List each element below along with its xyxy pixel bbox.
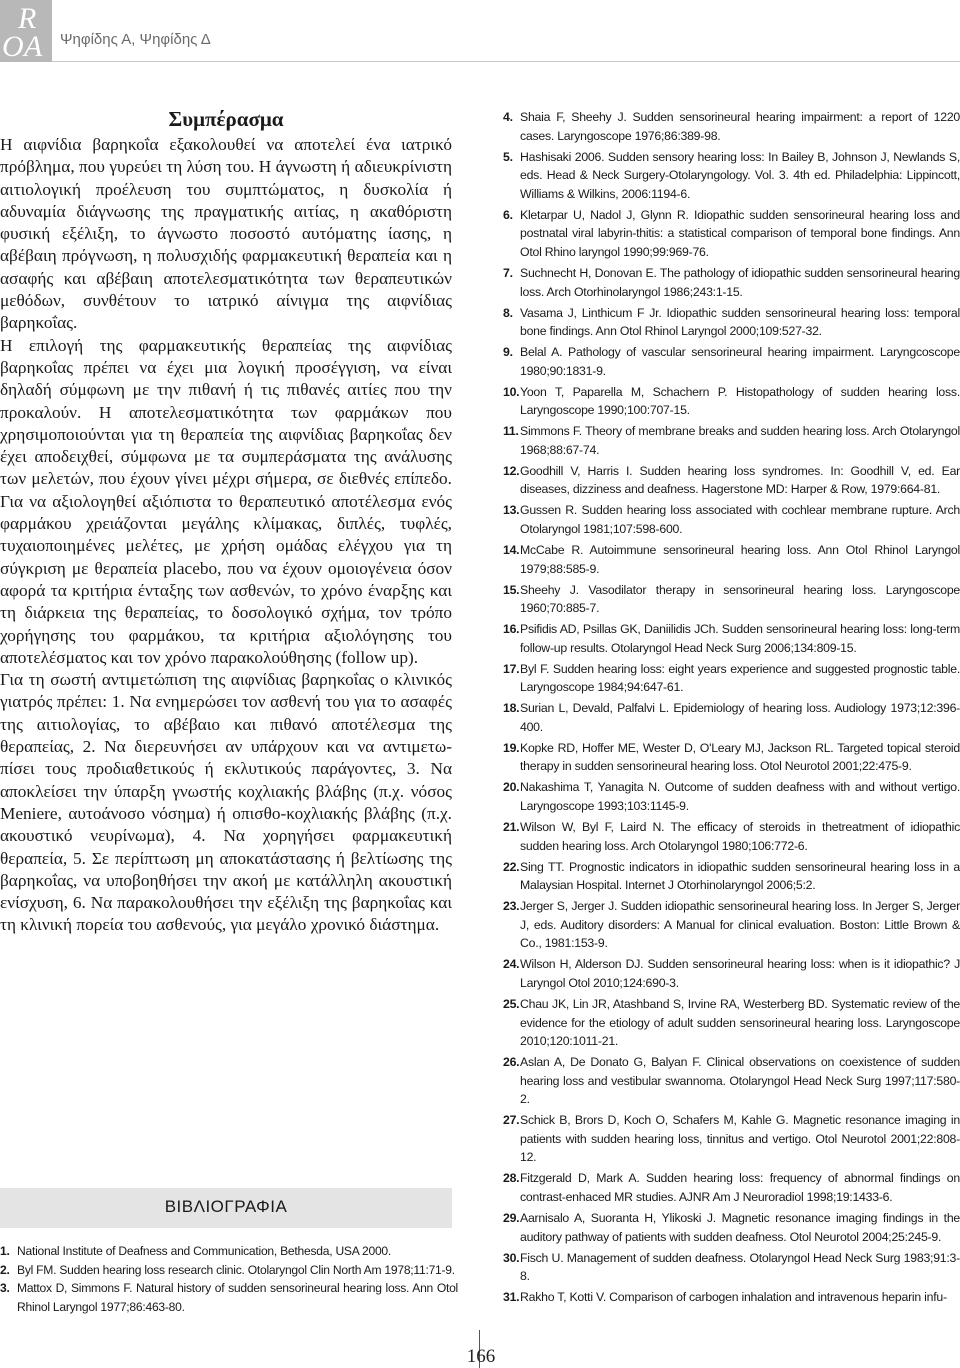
reference-item: 2. Byl FM. Sudden hearing loss research clinic. Otolaryngol Clin North Am 1978;11:71-9. bbox=[0, 1262, 455, 1277]
reference-item: 5. Hashisaki 2006. Sudden sensory hearing loss: In Bailey B, Johnson J, Newlands S, eds. Head & Neck Surgery-Otolaryngology. Vol. 3. 4th ed. Philadelphia: Lippincott, Williams & Wilkins, 2006:1194-6. bbox=[503, 149, 960, 201]
reference-item: 19.Kopke RD, Hoffer ME, Wester D, O'Leary MJ, Jackson RL. Targeted topical steroid therapy in sudden sensorineural hearing loss. Otol Neurotol 2001;22:475-9. bbox=[503, 740, 960, 774]
reference-item: 4. Shaia F, Sheehy J. Sudden sensorineural hearing impairment: a report of 1220 cases. Laryngoscope 1976;86:389-98. bbox=[503, 110, 960, 143]
svg-text:R: R bbox=[18, 2, 37, 35]
reference-item: 12.Goodhill V, Harris I. Sudden hearing loss syndromes. In: Goodhill V, ed. Ear diseases, dizziness and deafness. Hagerstone MD: Harper & Row, 1979:664-81. bbox=[503, 463, 960, 497]
reference-item: 13.Gussen R. Sudden hearing loss associated with cochlear membrane rupture. Arch Otolaryngol 1981;107:598-600. bbox=[503, 503, 960, 536]
reference-item: 20.Nakashima T, Yanagita N. Outcome of sudden deafness with and without vertigo. Laryngoscope 1993;103:1145-9. bbox=[503, 780, 960, 814]
reference-item: 30.Fisch U. Management of sudden deafness. Otolaryngol Head Neck Surg 1983;91:3-8. bbox=[503, 1250, 960, 1284]
reference-item: 28.Fitzgerald D, Mark A. Sudden hearing loss: frequency of abnormal findings on contrast-enhaced MR studies. AJNR Am J Neuroradiol 1998;19:1433-6. bbox=[503, 1171, 960, 1205]
reference-item: 9. Belal A. Pathology of vascular sensorineural hearing impairment. Laryngcoscope 1980;90:1831-9. bbox=[503, 345, 960, 378]
page-number: 166 bbox=[466, 1346, 496, 1367]
reference-item: 11.Simmons F. Theory of membrane breaks and sudden hearing loss. Arch Otolaryngol 1968;88:67-74. bbox=[503, 424, 960, 457]
reference-list-right bbox=[503, 108, 960, 1309]
section-title: Συμπέρασμα bbox=[168, 107, 284, 131]
reference-item: 31.Rakho T, Kotti V. Comparison of carbogen inhalation and intravenous heparin infu- bbox=[503, 1290, 947, 1305]
svg-text:O: O bbox=[2, 30, 24, 62]
bibliography-title: ΒΙΒΛΙΟΓΡΑΦΙΑ bbox=[164, 1197, 288, 1216]
reference-list-left bbox=[0, 1242, 458, 1316]
conclusion-paragraph-2: Η επιλογή της φαρμακευτικής θεραπείας της αιφνίδιας βαρηκοΐας πρέπει να έχει μια λογική προσέγγιση, να είναι δηλαδή σύμφωνη με την πιθανή ή τις πιθανές αιτίες που την προκαλούν. Η αποτελεσματικότητα των φαρμάκων που χρησιμοποιούνται για τη θεραπεία της αιφνίδιας βαρηκοΐας δεν έχει αποδειχθεί, σύμφωνα με τα συμπεράσματα της ανάλυσης των μελετών, που έχουν γίνει μέχρι σήμερα, σε διεθνές επίπεδο. Για να αξιολογηθεί αξιόπιστα το θεραπευτικό αποτέλεσμα ενός φαρμάκου χρειάζονται μεγάλης κλίμακας, διπλές, τυφλές, τυχαιοποιημένες μελέτες, με χρήση ομάδας ελέγχου για τη σύγκριση με θεραπεία placebo, που να έχουν ομοιογένεια όσον αφορά τα κριτήρια ένταξης των ασθενών, το χρόνο έναρξης και τη διάρκεια της θεραπείας, το δοσολογικό σχήμα, τον τρόπο χορήγησης του φαρμάκου, τα κριτήρια αξιολόγησης του αποτελέσματος και τον χρόνο παρακολούθησης (follow up). bbox=[0, 335, 452, 667]
reference-item: 16.Psifidis AD, Psillas GK, Daniilidis JCh. Sudden sensorineural hearing loss: long-term follow-up results. Otolaryngol Head Neck Surg 2006;134:809-15. bbox=[503, 622, 960, 655]
conclusion-paragraph-1: Η αιφνίδια βαρηκοΐα εξακολουθεί να αποτελεί ένα ιατρικό πρόβλημα, που γυρεύει τη λύση του. Η άγνωστη ή αδιευκρίνιστη αιτιολογική προέλευση του συμπτώματος, η δυσκολία ή αδυναμία διάγνωσης της πραγματικής αιτίας, η ακαθόριστη φυσική εξέλιξη, το άγνωστο ποσοστό αυτόματης ίασης, η αβέβαιη πρόγνωση, η πολυσχιδής φαρμακευτική θεραπεία και η ασαφής και αβέβαιη αποτελεσματικότητα των θεραπευτικών μεθόδων, συνθέτουν το ιατρικό αίνιγμα της αιφνίδιας βαρηκοΐας. bbox=[0, 135, 452, 333]
page-header bbox=[0, 0, 960, 72]
reference-item: 3. Mattox D, Simmons F. Natural history of sudden sensorineural hearing loss. Ann Otol Rhinol Laryngol 1977;86:463-80. bbox=[0, 1281, 458, 1314]
reference-item: 14.McCabe R. Autoimmune sensorineural hearing loss. Ann Otol Rhinol Laryngol 1979;88:585-9. bbox=[503, 542, 960, 576]
reference-item: 24.Wilson H, Alderson DJ. Sudden sensorineural hearing loss: when is it idiopathic? J Laryngol Otol 2010;124:690-3. bbox=[503, 957, 960, 990]
reference-item: 23.Jerger S, Jerger J. Sudden idiopathic sensorineural hearing loss. In Jerger S, Jerger J, eds. Auditory disorders: A Manual for clinical evaluation. Boston: Little Brown & Co., 1981:153-9. bbox=[503, 899, 960, 951]
reference-item: 6. Kletarpar U, Nadol J, Glynn R. Idiopathic sudden sensorineural hearing loss and postnatal viral labyrin-thitis: a statistical comparison of temporal bone findings. Ann Otol Rhino laryngol 1990;99:969-76. bbox=[503, 207, 960, 259]
conclusion-section bbox=[0, 108, 452, 937]
reference-item: 25.Chau JK, Lin JR, Atashband S, Irvine RA, Westerberg BD. Systematic review of the evidence for the etiology of adult sudden sensorineural hearing loss. Laryngoscope 2010;120:1011-21. bbox=[503, 996, 960, 1049]
reference-item: 22.Sing TT. Prognostic indicators in idiopathic sudden sensorineural hearing loss in a Malaysian Hospital. Internet J Otorhinolaryngol 2006;5:2. bbox=[503, 859, 960, 893]
svg-text:A: A bbox=[24, 30, 43, 62]
reference-item: 10.Yoon T, Paparella M, Schachern P. Histopathology of sudden hearing loss. Laryngoscope 1990;100:707-15. bbox=[503, 384, 960, 418]
conclusion-paragraph-3: Για τη σωστή αντιμετώπιση της αιφνίδιας βαρηκοΐας ο κλινικός γιατρός πρέπει: 1. Να ενημερώσει τον ασθενή του για το ασαφές της αιτιολογίας, το αβέβαιο και πιθανό αποτέλεσμα της θεραπείας, 2. Να διερευνήσει αν υπάρχουν και να αντιμετω-πίσει τους προδιαθετικούς ή εκλυτικούς παράγοντες, 3. Να αποκλείσει την ύπαρξη γνωστής κοχλιακής βλάβης (π.χ. νόσος Meniere, αυτοάνοσο νόσημα) ή οπισθο-κοχλιακής βλάβης (π.χ. ακουστικό νευρίνωμα), 4. Να χορηγήσει φαρμακευτική θεραπεία, 5. Σε περίπτωση μη αποκατάστασης ή βελτίωσης της βαρηκοΐας, να υποβοηθήσει την ακοή με κατάλληλη ακουστική ενίσχυση, 6. Να παρακολουθήσει την εξέλιξη της βαρηκοΐας και τη κλινική πορεία του ασθενούς, για μεγάλο χρονικό διάστημα. bbox=[0, 670, 452, 935]
reference-item: 29.Aarnisalo A, Suoranta H, Ylikoski J. Magnetic resonance imaging findings in the auditory pathway of patients with sudden deafness. Otol Neurotol 2004;25:245-9. bbox=[503, 1211, 960, 1244]
reference-item: 18.Surian L, Devald, Palfalvi L. Epidemiology of hearing loss. Audiology 1973;12:396-400. bbox=[503, 701, 960, 734]
reference-item: 15.Sheehy J. Vasodilator therapy in sensorineural hearing loss. Laryngoscope 1960;70:885-7. bbox=[503, 582, 960, 616]
reference-item: 1. National Institute of Deafness and Communication, Bethesda, USA 2000. bbox=[0, 1244, 392, 1258]
running-header-authors: Ψηφίδης Α, Ψηφίδης Δ bbox=[60, 31, 211, 48]
reference-item: 27.Schick B, Brors D, Koch O, Schafers M, Kahle G. Magnetic resonance imaging in patients with sudden hearing loss, tinnitus and vertigo. Otol Neurotol 2001;22:808-12. bbox=[503, 1113, 960, 1165]
journal-logo bbox=[0, 0, 52, 62]
reference-item: 26.Aslan A, De Donato G, Balyan F. Clinical observations on coexistence of sudden hearing loss and vestibular swannoma. Otolaryngol Head Neck Surg 1997;117:580-2. bbox=[503, 1055, 960, 1107]
reference-item: 17.Byl F. Sudden hearing loss: eight years experience and suggested prognostic table. Laryngoscope 1984;94:647-61. bbox=[503, 661, 960, 695]
reference-item: 21.Wilson W, Byl F, Laird N. The efficacy of steroids in thetreatment of idiopathic sudden hearing loss. Arch Otolaryngol 1980;106:772-6. bbox=[503, 820, 960, 853]
reference-item: 8. Vasama J, Linthicum F Jr. Idiopathic sudden sensorineural hearing loss: temporal bone findings. Ann Otol Rhinol Laryngol 2000;109:527-32. bbox=[503, 305, 960, 339]
reference-item: 7. Suchnecht H, Donovan E. The pathology of idiopathic sudden sensorineural hearing loss. Arch Otorhinolaryngol 1986;243:1-15. bbox=[503, 265, 960, 299]
header-rule bbox=[52, 61, 960, 62]
